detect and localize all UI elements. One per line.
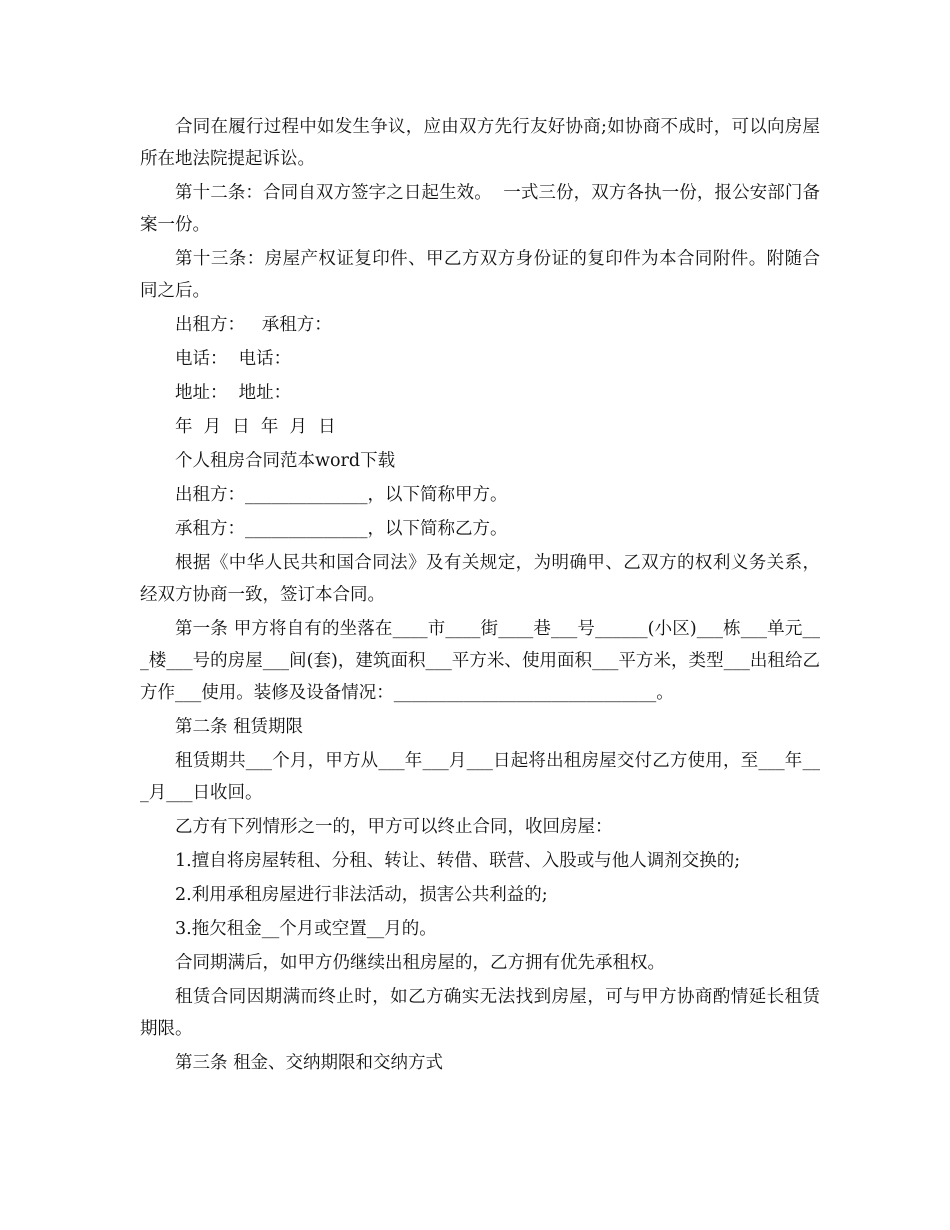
paragraph-termination-intro: 乙方有下列情形之一的，甲方可以终止合同，收回房屋： [175,817,613,837]
signature-address-line: 地址： 地址： [175,383,292,403]
paragraph-priority-right: 合同期满后，如甲方仍继续出租房屋的，乙方拥有优先承租权。 [175,953,665,973]
heading-article-2: 第二条 租赁期限 [175,717,304,737]
list-item-1: 1.擅自将房屋转租、分租、转让、转借、联营、入股或与他人调剂交换的; [175,851,741,871]
list-item-3: 3.拖欠租金__个月或空置__月的。 [175,919,437,939]
paragraph-article-13: 第十三条：房屋产权证复印件、甲乙方双方身份证的复印件为本合同附件。附随合同之后。 [140,249,820,301]
signature-parties-line: 出租方： 承租方： [175,315,332,335]
paragraph-article-1: 第一条 甲方将自有的坐落在____市____街____巷___号______(小区)___栋___单元___楼___号的房屋___间(套)，建筑面积___平方米、使用面积___平方米，类型___出租给乙方作___使用。装修及设备情况：______________________________。 [140,619,820,703]
party-a-line: 出租方：______________，以下简称甲方。 [175,485,508,505]
paragraph-extension: 租赁合同因期满而终止时，如乙方确实无法找到房屋，可与甲方协商酌情延长租赁期限。 [140,987,820,1039]
paragraph-dispute-resolution: 合同在履行过程中如发生争议，应由双方先行友好协商;如协商不成时，可以向房屋所在地法院提起诉讼。 [140,117,820,169]
document-body [140,111,820,1081]
heading-article-3: 第三条 租金、交纳期限和交纳方式 [175,1053,444,1073]
list-item-2: 2.利用承租房屋进行非法活动，损害公共利益的; [175,885,548,905]
party-b-line: 承租方：______________，以下简称乙方。 [175,519,508,539]
paragraph-article-12: 第十二条：合同自双方签字之日起生效。 一式三份，双方各执一份，报公安部门备案一份。 [140,183,820,235]
paragraph-lease-term: 租赁期共___个月，甲方从___年___月___日起将出租房屋交付乙方使用，至___年___月___日收回。 [140,751,820,803]
signature-phone-line: 电话： 电话： [175,349,292,369]
signature-date-line: 年 月 日 年 月 日 [175,417,336,437]
paragraph-preamble: 根据《中华人民共和国合同法》及有关规定，为明确甲、乙双方的权利义务关系，经双方协商一致，签订本合同。 [140,553,820,605]
document-heading: 个人租房合同范本word下载 [175,451,396,471]
